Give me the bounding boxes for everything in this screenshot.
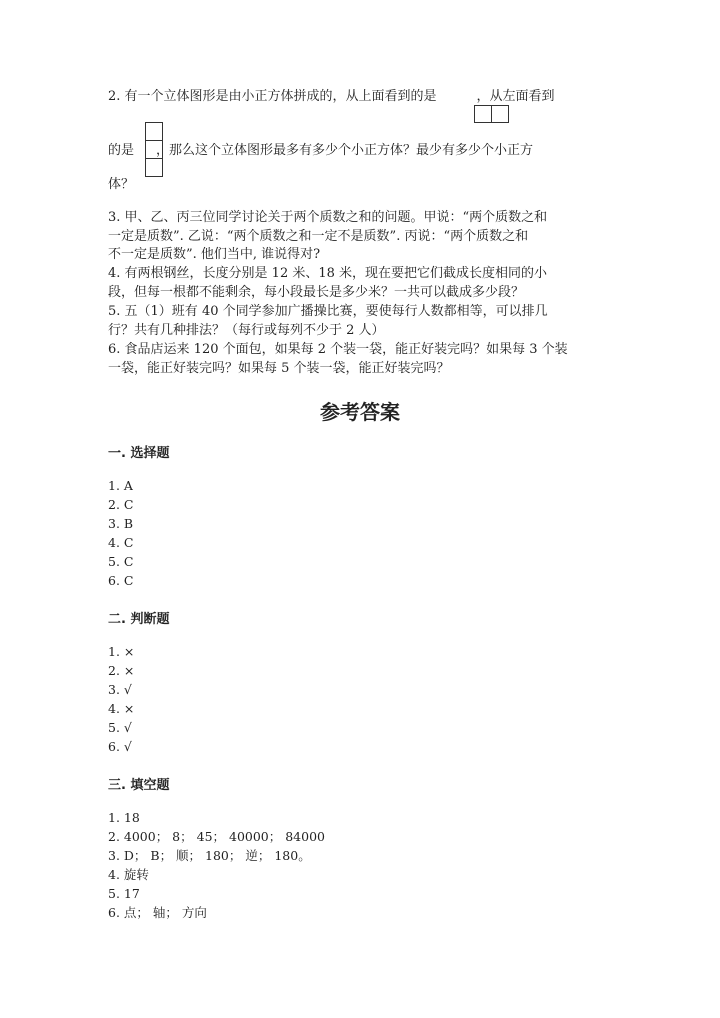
- section2-item: 1. ×: [108, 644, 135, 659]
- q3-text-line1: 3. 甲、乙、丙三位同学讨论关于两个质数之和的问题。甲说：“两个质数之和: [108, 210, 548, 225]
- section2-heading: 二. 判断题: [108, 612, 170, 627]
- section2-item: 5. √: [108, 720, 132, 735]
- section1-item: 4. C: [108, 535, 134, 550]
- q2-text-line3: 体？: [108, 177, 135, 192]
- q2-line1-part-a: 2. 有一个立体图形是由小正方体拼成的，从上面看到的是: [108, 89, 437, 104]
- q2-line2-part-b: ，那么这个立体图形最多有多少个小正方体？最少有多少个小正方: [156, 143, 534, 158]
- q3-text-line2: 一定是质数”. 乙说：“两个质数之和一定不是质数”. 丙说：“两个质数之和: [108, 229, 529, 244]
- answers-title: 参考答案: [320, 400, 400, 424]
- section1-item: 5. C: [108, 554, 134, 569]
- section2-item: 6. √: [108, 739, 132, 754]
- section1-heading: 一. 选择题: [108, 446, 170, 461]
- top-view-square: [491, 105, 509, 123]
- top-view-figure: [474, 105, 508, 121]
- q2-line1-part-b: ，从左面看到: [476, 89, 555, 104]
- section1-item: 2. C: [108, 497, 134, 512]
- q6-text-line1: 6. 食品店运来 120 个面包，如果每 2 个装一袋，能正好装完吗？如果每 3 个装: [108, 342, 568, 357]
- q2-text-line2: [108, 142, 533, 160]
- section2-item: 3. √: [108, 682, 132, 697]
- section1-item: 1. A: [108, 478, 133, 493]
- left-view-square: [145, 158, 163, 177]
- section2-item: 2. ×: [108, 663, 135, 678]
- section3-item: 2. 4000； 8； 45； 40000； 84000: [108, 829, 325, 844]
- top-view-square: [474, 105, 492, 123]
- section3-item: 1. 18: [108, 810, 140, 825]
- q6-text-line2: 一袋，能正好装完吗？如果每 5 个装一袋，能正好装完吗？: [108, 361, 450, 376]
- section2-item: 4. ×: [108, 701, 135, 716]
- section3-item: 4. 旋转: [108, 867, 149, 882]
- section3-item: 3. D； B； 顺； 180； 逆； 180。: [108, 848, 311, 863]
- section1-item: 6. C: [108, 573, 134, 588]
- q2-line2-part-a: 的是: [108, 143, 135, 158]
- q5-text-line1: 5. 五（1）班有 40 个同学参加广播操比赛，要使每行人数都相等，可以排几: [108, 304, 548, 319]
- q4-text-line1: 4. 有两根钢丝，长度分别是 12 米、18 米，现在要把它们截成长度相同的小: [108, 266, 548, 281]
- left-view-square: [145, 122, 163, 141]
- section3-heading: 三. 填空题: [108, 778, 170, 793]
- q5-text-line2: 行？共有几种排法？（每行或每列不少于 2 人）: [108, 323, 385, 338]
- q4-text-line2: 段，但每一根都不能剩余，每小段最长是多少米？一共可以截成多少段？: [108, 285, 525, 300]
- q2-text-line1: [108, 88, 555, 106]
- section1-item: 3. B: [108, 516, 134, 531]
- q3-text-line3: 不一定是质数”. 他们当中, 谁说得对?: [108, 247, 321, 262]
- section3-item: 5. 17: [108, 886, 140, 901]
- section3-item: 6. 点； 轴； 方向: [108, 905, 207, 920]
